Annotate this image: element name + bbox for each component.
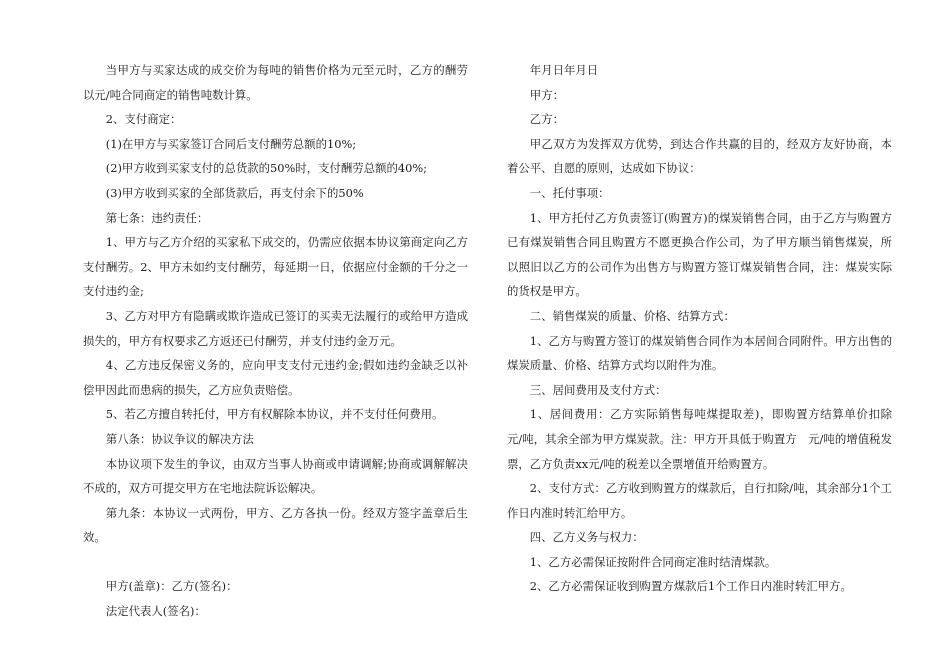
paragraph: 1、居间费用：乙方实际销售每吨煤提取差)，即购置方结算单价扣除 元/吨，其余全部为甲方煤炭款。注：甲方开具低于购置方 元/吨的增值税发票，乙方负责xx元/吨的税差以全票增值开给购置方。 — [507, 407, 904, 471]
paragraph: 本协议项下发生的争议，由双方当事人协商或申请调解;协商或调解解决不成的，双方可提交甲方在宅地法院诉讼解决。 — [83, 456, 468, 496]
right-column — [507, 58, 904, 599]
signature-line: 甲方(盖章)：乙方(签名)： — [105, 579, 238, 594]
paragraph: 1、甲方与乙方介绍的买家私下成交的，仍需应依据本协议第商定向乙方支付酬劳。2、甲方未如约支付酬劳，每延期一日，依据应付金额的千分之一支付违约金; — [83, 235, 468, 299]
party-b-line: 乙方： — [529, 112, 564, 127]
paragraph: 2、支付方式：乙方收到购置方的煤款后，自行扣除/吨，其余部分1个工作日内准时转汇给甲方。 — [507, 481, 892, 520]
paragraph: 1、乙方必需保证按附件合同商定准时结清煤款。 — [529, 554, 777, 569]
section-heading: 四、乙方义务与权力： — [529, 530, 644, 545]
left-column — [83, 58, 468, 624]
section-heading: 二、销售煤炭的质量、价格、结算方式： — [529, 308, 735, 323]
party-a-line: 甲方： — [529, 87, 564, 102]
blank-line — [83, 550, 468, 575]
signature-line: 法定代表人(签名)： — [105, 604, 206, 619]
paragraph: (3)甲方收到买家的全部货款后，再支付余下的50% — [105, 185, 364, 200]
paragraph: (1)在甲方与买家签订合同后支付酬劳总额的10%; — [105, 136, 357, 151]
section-heading: 三、居间费用及支付方式： — [529, 382, 667, 397]
paragraph: 2、支付商定： — [105, 112, 182, 127]
paragraph: 5、若乙方擅自转托付，甲方有权解除本协议，并不支付任何费用。 — [105, 407, 444, 422]
paragraph: 4、乙方违反保密义务的，应向甲支支付元违约金;假如违约金缺乏以补偿甲因此而患病的损失，乙方应负责赔偿。 — [83, 358, 468, 397]
paragraph: 1、甲方托付乙方负责签订(购置方)的煤炭销售合同，由于乙方与购置方已有煤炭销售合同且购置方不愿更换合作公司，为了甲方顺当销售煤炭，所以照旧以乙方的公司作为出售方与购置方签订煤炭销售合同，注：煤炭实际的货权是甲方。 — [507, 210, 892, 299]
date-line: 年月日年月日 — [529, 63, 599, 77]
section-heading: 第七条：违约责任： — [105, 210, 209, 225]
paragraph: 当甲方与买家达成的成交价为每吨的销售价格为元至元时，乙方的酬劳以元/吨合同商定的销售吨数计算。 — [83, 63, 468, 102]
paragraph: 3、乙方对甲方有隐瞒或欺诈造成已签订的买卖无法履行的或给甲方造成损失的，甲方有权要求乙方返还已付酬劳，并支付违约金万元。 — [83, 308, 468, 348]
paragraph: 1、乙方与购置方签订的煤炭销售合同作为本居间合同附件。甲方出售的煤炭质量、价格、结算方式均以附件为准。 — [507, 333, 892, 373]
paragraph: 2、乙方必需保证收到购置方煤款后1个工作日内准时转汇甲方。 — [529, 579, 852, 594]
paragraph: (2)甲方收到买家支付的总货款的50%时，支付酬劳总额的40%; — [105, 161, 427, 176]
paragraph: 甲乙双方为发挥双方优势，到达合作共赢的目的，经双方友好协商，本着公平、自愿的原则，达成如下协议： — [507, 136, 892, 176]
section-heading: 一、托付事项： — [529, 185, 610, 200]
paragraph: 第九条：本协议一式两份，甲方、乙方各执一份。经双方签字盖章后生效。 — [83, 505, 468, 545]
section-heading: 第八条：协议争议的解决方法 — [105, 431, 254, 446]
